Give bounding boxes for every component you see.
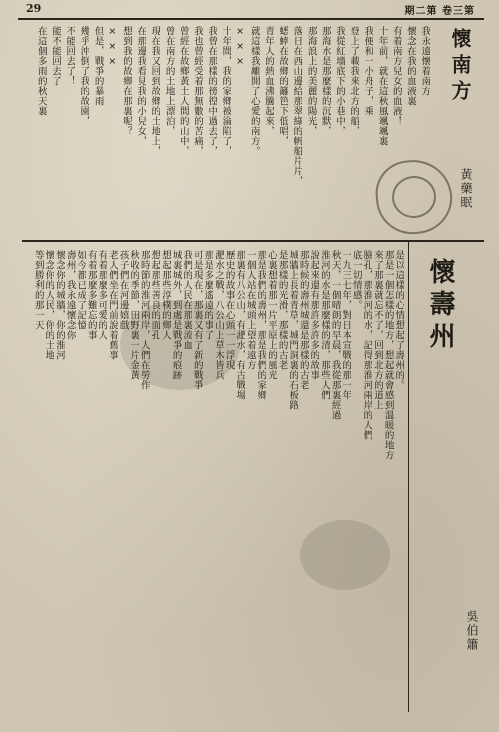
poem1-line: 我永遠懷着南方 bbox=[419, 26, 431, 96]
poem2-line: 歷史的故事在心頭一一浮現 bbox=[223, 250, 235, 370]
poem1-line: × × × bbox=[234, 26, 246, 68]
poem2-line: 一九三七年，對日本宣戰的那一年 bbox=[340, 250, 352, 400]
poem2-line: 想起那些淳樸的鄉人 bbox=[160, 250, 171, 340]
poem1-line: 我從紅墻底下的小巷中， bbox=[334, 26, 345, 136]
page-number: 29 bbox=[26, 2, 42, 15]
poem1-line: 但是，戰爭的暴雨 bbox=[92, 26, 104, 106]
poem2-line: 那時候的壽州城還是那樣的古老 bbox=[297, 250, 309, 390]
poem1-line: 有着南方兒女的血液！ bbox=[390, 26, 402, 126]
poem2-line: 懷念你的城牆，你的淮河 bbox=[54, 250, 65, 360]
poem2-line: 想起那些善良的面孔 bbox=[149, 250, 161, 340]
poem2-line: 說起來還有那許多許多的故事 bbox=[308, 250, 320, 380]
poem2-line: 城裏城外，到處是戰爭的痕跡 bbox=[170, 250, 182, 380]
poem1-title: 懷南方 bbox=[448, 28, 472, 106]
poem2-line: 是那樣的光滑，那樣的古老 bbox=[276, 250, 288, 370]
poem2-line: 老人們坐在門前說着舊事 bbox=[107, 250, 118, 360]
poem2-line: 如今都已成了記憶 bbox=[75, 250, 87, 330]
poem1-line: 想到我的故鄉在那裏呢？ bbox=[121, 26, 132, 136]
poem1-line: 就這樣我離開了心愛的南方。 bbox=[248, 26, 260, 156]
poem2-line: 淝水之戰，八公山上草木皆兵 bbox=[213, 250, 224, 380]
poem2-line: 那是一個怎樣的地方，想起就會感到溫暖的地方 bbox=[382, 250, 394, 460]
poem2-line: 城牆上長着青草，城門洞裏的石板路 bbox=[287, 250, 299, 410]
poem1-line: 懷念在我的血液裏 bbox=[405, 26, 416, 106]
poem2-line: 那時節的淮河兩岸，人們在勞作 bbox=[138, 250, 150, 390]
issue-label: 期二第 卷三第 bbox=[404, 6, 475, 17]
title-column-rule bbox=[408, 242, 409, 712]
poem2-line: 懷念你的人民，你的土地 bbox=[43, 250, 55, 360]
poem2-line: 我們的人民在那裏流血 bbox=[181, 250, 193, 350]
poem1-line: 落日在西山邊給那翠綠的帆船片片， bbox=[291, 26, 303, 186]
poem2-line: 可是現在，那裏又有了新的戰爭 bbox=[191, 250, 203, 390]
poem2-line: 等到勝利的那一天 bbox=[32, 250, 44, 330]
poem1-line: 我便和一小舟子，乘 bbox=[362, 26, 374, 116]
poem1-author: 黃藥眠 bbox=[459, 168, 473, 210]
poem1-line: 不能回去了！ bbox=[64, 26, 76, 86]
poem2-line: 壽州，我永遠懷念你 bbox=[64, 250, 76, 340]
poem1-line: 在那邊我看見我的小兒女， bbox=[135, 26, 147, 146]
poem1-line: 曾經在故鄉黃土人間的山中， bbox=[177, 26, 189, 156]
page-header bbox=[0, 0, 499, 20]
poem1-line: 能不能回去了 bbox=[50, 26, 61, 86]
poem2-line: 孩子們在河邊嬉戲 bbox=[117, 250, 129, 330]
poem1-line: 蟋蟀在故鄉的籬笆下低唱， bbox=[277, 26, 289, 146]
poem1-line: 登上了載我來北方的船， bbox=[348, 26, 360, 136]
poem1-line: 我也曾經受着那無數的苦痛， bbox=[192, 26, 203, 156]
poem1-line: 青年人的熱血沸騰起來， bbox=[263, 26, 274, 136]
header-rule bbox=[18, 18, 484, 20]
section-divider bbox=[22, 240, 484, 242]
poem1-line: 那海水是那麼樣的沉默， bbox=[319, 26, 331, 136]
poem2-title: 懷壽州 bbox=[425, 258, 455, 354]
poem2-line: 一個人站在城頭上望着遠方 bbox=[244, 250, 256, 370]
poem2-line: 心裏想着那一片平原上的風光 bbox=[266, 250, 277, 380]
poem1-line: 幾乎沖倒了我的故園， bbox=[78, 26, 90, 126]
poem1-line: 我曾在那樣的徬徨中過去了， bbox=[206, 26, 218, 156]
poem1-line: 十年前，就在這秋風颯颯裏 bbox=[376, 26, 388, 146]
poem1-line: 曾在南方的土地上漂泊， bbox=[163, 26, 175, 136]
poem2-author: 吳伯簫 bbox=[465, 610, 479, 652]
poem2-line: 有着那麼多可愛的人 bbox=[96, 250, 108, 340]
poem2-line: 臉孔，那淮河的水，記得那淮河兩岸的人們 bbox=[361, 250, 373, 440]
poem2-line: 有着那麼多難忘的事 bbox=[85, 250, 97, 340]
poem2-line: 那是多麼遙遠的事了 bbox=[202, 250, 214, 340]
poem2-line: 是以這樣的心情想起了壽州的。 bbox=[393, 250, 405, 390]
poem2-line: 來了那裏就忘不了，回到北方的道上 bbox=[372, 250, 383, 410]
poem1-line: × × × bbox=[106, 26, 118, 68]
poem2-line: 淮河的水是那麼樣的清，那些人們 bbox=[319, 250, 330, 400]
poem2-line: 底一切情感。 bbox=[350, 250, 362, 310]
poem2-line: 那裏有八公山，有淝水，有古戰場 bbox=[234, 250, 246, 400]
poem1-line: 現在我又回到故鄉的土地上， bbox=[149, 26, 161, 156]
poem2-line: 那是我們的壽州，那是我們的家鄉 bbox=[255, 250, 267, 400]
poem1-line: 十年間，我的家鄉被淪陷了， bbox=[220, 26, 232, 156]
poem2-line: 秋收的季節，田野裏一片金黃 bbox=[128, 250, 140, 380]
poem1-line: 在這個多雨的秋天裏 bbox=[35, 26, 47, 116]
poem2-line: 秋天，一個晴朗的早晨，我從那裏經過 bbox=[329, 250, 341, 420]
poem1-line: 那海浪上的美麗的陽光， bbox=[305, 26, 317, 136]
